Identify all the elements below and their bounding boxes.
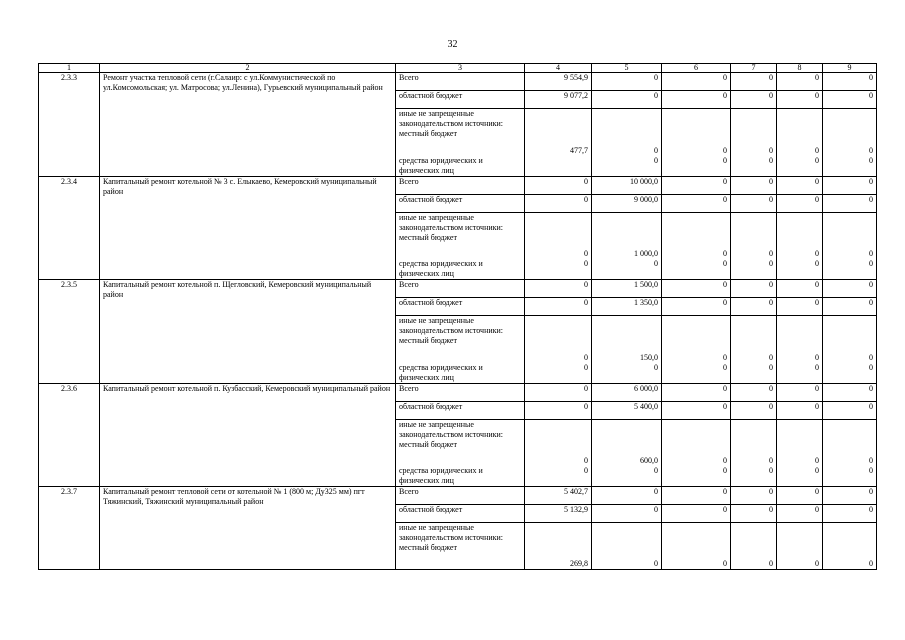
value-cell: 0 <box>592 109 662 156</box>
table-row <box>39 487 877 505</box>
other-sources-cell <box>396 419 525 466</box>
source-label: местный бюджет <box>399 439 457 449</box>
value-cell: 0 <box>823 523 877 570</box>
value-cell: 0 <box>525 316 592 363</box>
value-cell: 0 <box>662 383 731 401</box>
source-label: местный бюджет <box>399 336 457 345</box>
col-header: 8 <box>777 64 823 73</box>
source-label: средства юридических и физических лиц <box>396 363 525 384</box>
source-label: средства юридических и физических лиц <box>396 259 525 280</box>
other-sources-cell <box>396 109 525 156</box>
table-row <box>39 176 877 194</box>
table-row <box>39 73 877 91</box>
value-cell: 0 <box>525 280 592 298</box>
value-cell: 600,0 <box>592 419 662 466</box>
value-cell: 0 <box>525 194 592 212</box>
value-cell: 0 <box>777 280 823 298</box>
col-header: 1 <box>39 64 100 73</box>
value-cell: 0 <box>777 401 823 419</box>
section-number: 2.3.5 <box>39 280 100 384</box>
value-cell: 5 132,9 <box>525 505 592 523</box>
section-number: 2.3.7 <box>39 487 100 570</box>
table-row <box>39 280 877 298</box>
value-cell: 0 <box>662 487 731 505</box>
value-cell: 0 <box>525 176 592 194</box>
value-cell: 0 <box>731 487 777 505</box>
value-cell: 0 <box>777 156 823 177</box>
value-cell: 0 <box>592 505 662 523</box>
value-cell: 5 400,0 <box>592 401 662 419</box>
value-cell: 0 <box>525 466 592 487</box>
value-cell: 0 <box>823 212 877 259</box>
value-cell: 0 <box>731 212 777 259</box>
value-cell: 0 <box>662 419 731 466</box>
value-cell: 0 <box>823 419 877 466</box>
col-header: 9 <box>823 64 877 73</box>
section-title: Ремонт участка тепловой сети (г.Салаир: с ул.Коммунистической по ул.Комсомольская; ул. Матросова; ул.Ленина), Гурьевский муниципальный район <box>100 73 396 177</box>
value-cell: 0 <box>731 316 777 363</box>
other-sources-label: иные не запрещенные законодательством источники: <box>399 109 504 128</box>
value-cell: 0 <box>525 363 592 384</box>
value-cell: 0 <box>662 401 731 419</box>
value-cell: 0 <box>592 487 662 505</box>
value-cell: 0 <box>731 466 777 487</box>
value-cell: 0 <box>731 156 777 177</box>
section-title: Капитальный ремонт тепловой сети от котельной № 1 (800 м; Ду325 мм) пгт Тяжинский, Тяжинский муниципальный район <box>100 487 396 570</box>
column-number-row <box>39 64 877 73</box>
value-cell: 0 <box>823 487 877 505</box>
value-cell: 0 <box>592 73 662 91</box>
value-cell: 0 <box>525 419 592 466</box>
source-label: местный бюджет <box>399 543 457 552</box>
value-cell: 0 <box>525 298 592 316</box>
other-sources-label: иные не запрещенные законодательством источники: <box>399 212 504 232</box>
value-cell: 0 <box>662 156 731 177</box>
value-cell: 0 <box>662 73 731 91</box>
value-cell: 0 <box>662 194 731 212</box>
source-label: областной бюджет <box>396 298 525 316</box>
value-cell: 0 <box>592 156 662 177</box>
value-cell: 0 <box>662 523 731 570</box>
source-label: Всего <box>396 487 525 505</box>
value-cell: 0 <box>777 73 823 91</box>
col-header: 2 <box>100 64 396 73</box>
value-cell: 0 <box>823 466 877 487</box>
section-number: 2.3.6 <box>39 383 100 487</box>
other-sources-label: иные не запрещенные законодательством источники: <box>399 316 504 335</box>
other-sources-label: иные не запрещенные законодательством источники: <box>399 523 504 542</box>
value-cell: 5 402,7 <box>525 487 592 505</box>
value-cell: 0 <box>731 505 777 523</box>
value-cell: 0 <box>777 383 823 401</box>
source-label: областной бюджет <box>396 91 525 109</box>
value-cell: 1 350,0 <box>592 298 662 316</box>
value-cell: 0 <box>777 91 823 109</box>
value-cell: 0 <box>731 401 777 419</box>
value-cell: 0 <box>731 73 777 91</box>
value-cell: 0 <box>777 259 823 280</box>
source-label: местный бюджет <box>399 129 457 138</box>
value-cell: 0 <box>777 363 823 384</box>
value-cell: 0 <box>777 212 823 259</box>
value-cell: 0 <box>525 383 592 401</box>
value-cell: 0 <box>823 73 877 91</box>
value-cell: 0 <box>823 401 877 419</box>
value-cell: 0 <box>777 194 823 212</box>
table-row <box>39 383 877 401</box>
value-cell: 0 <box>777 523 823 570</box>
value-cell: 0 <box>592 466 662 487</box>
other-sources-cell <box>396 523 525 570</box>
value-cell: 0 <box>592 363 662 384</box>
value-cell: 0 <box>662 91 731 109</box>
source-label: средства юридических и физических лиц <box>396 156 525 177</box>
value-cell: 0 <box>823 109 877 156</box>
other-sources-label: иные не запрещенные законодательством источники: <box>399 419 504 439</box>
value-cell: 0 <box>777 505 823 523</box>
funding-table <box>38 63 877 570</box>
value-cell: 0 <box>823 176 877 194</box>
value-cell: 0 <box>592 523 662 570</box>
value-cell: 6 000,0 <box>592 383 662 401</box>
value-cell: 0 <box>777 419 823 466</box>
value-cell: 0 <box>731 523 777 570</box>
value-cell: 0 <box>777 487 823 505</box>
value-cell: 0 <box>823 259 877 280</box>
value-cell: 0 <box>525 259 592 280</box>
value-cell: 150,0 <box>592 316 662 363</box>
col-header: 6 <box>662 64 731 73</box>
value-cell: 9 554,9 <box>525 73 592 91</box>
value-cell: 477,7 <box>525 109 592 156</box>
value-cell: 0 <box>662 298 731 316</box>
value-cell: 0 <box>823 383 877 401</box>
value-cell: 0 <box>525 212 592 259</box>
section-title: Капитальный ремонт котельной п. Щегловский, Кемеровский муниципальный район <box>100 280 396 384</box>
source-label: средства юридических и физических лиц <box>396 466 525 487</box>
value-cell: 0 <box>777 466 823 487</box>
value-cell: 0 <box>731 383 777 401</box>
source-label: Всего <box>396 383 525 401</box>
value-cell: 0 <box>662 212 731 259</box>
value-cell: 0 <box>662 176 731 194</box>
value-cell: 0 <box>662 505 731 523</box>
section-title: Капитальный ремонт котельной № 3 с. Елыкаево, Кемеровский муниципальный район <box>100 176 396 280</box>
value-cell: 0 <box>731 280 777 298</box>
value-cell: 0 <box>823 194 877 212</box>
source-label: Всего <box>396 280 525 298</box>
value-cell: 0 <box>731 176 777 194</box>
section-title: Капитальный ремонт котельной п. Кузбасский, Кемеровский муниципальный район <box>100 383 396 487</box>
value-cell: 0 <box>731 109 777 156</box>
value-cell: 9 000,0 <box>592 194 662 212</box>
page-number: 32 <box>447 39 458 50</box>
value-cell: 0 <box>777 176 823 194</box>
value-cell: 10 000,0 <box>592 176 662 194</box>
value-cell: 0 <box>662 466 731 487</box>
source-label: областной бюджет <box>396 401 525 419</box>
value-cell: 0 <box>592 91 662 109</box>
value-cell: 0 <box>823 156 877 177</box>
other-sources-cell <box>396 316 525 363</box>
value-cell: 9 077,2 <box>525 91 592 109</box>
value-cell: 0 <box>823 91 877 109</box>
source-label: Всего <box>396 176 525 194</box>
value-cell: 0 <box>823 505 877 523</box>
col-header: 7 <box>731 64 777 73</box>
value-cell: 0 <box>592 259 662 280</box>
section-number: 2.3.3 <box>39 73 100 177</box>
value-cell: 0 <box>662 316 731 363</box>
other-sources-cell <box>396 212 525 259</box>
value-cell: 0 <box>662 363 731 384</box>
value-cell: 0 <box>731 259 777 280</box>
value-cell <box>525 156 592 177</box>
section-number: 2.3.4 <box>39 176 100 280</box>
col-header: 3 <box>396 64 525 73</box>
value-cell: 0 <box>525 401 592 419</box>
value-cell: 0 <box>731 91 777 109</box>
value-cell: 0 <box>823 316 877 363</box>
value-cell: 0 <box>731 419 777 466</box>
value-cell: 0 <box>823 280 877 298</box>
value-cell: 0 <box>731 363 777 384</box>
col-header: 4 <box>525 64 592 73</box>
source-label: областной бюджет <box>396 194 525 212</box>
source-label: местный бюджет <box>399 232 457 242</box>
value-cell: 0 <box>662 109 731 156</box>
value-cell: 0 <box>777 109 823 156</box>
value-cell: 0 <box>731 194 777 212</box>
value-cell: 0 <box>662 280 731 298</box>
value-cell: 1 000,0 <box>592 212 662 259</box>
col-header: 5 <box>592 64 662 73</box>
value-cell: 1 500,0 <box>592 280 662 298</box>
value-cell: 0 <box>823 298 877 316</box>
value-cell: 0 <box>731 298 777 316</box>
source-label: областной бюджет <box>396 505 525 523</box>
value-cell: 0 <box>662 259 731 280</box>
value-cell: 0 <box>777 316 823 363</box>
value-cell: 0 <box>823 363 877 384</box>
source-label: Всего <box>396 73 525 91</box>
value-cell: 269,8 <box>525 523 592 570</box>
value-cell: 0 <box>777 298 823 316</box>
